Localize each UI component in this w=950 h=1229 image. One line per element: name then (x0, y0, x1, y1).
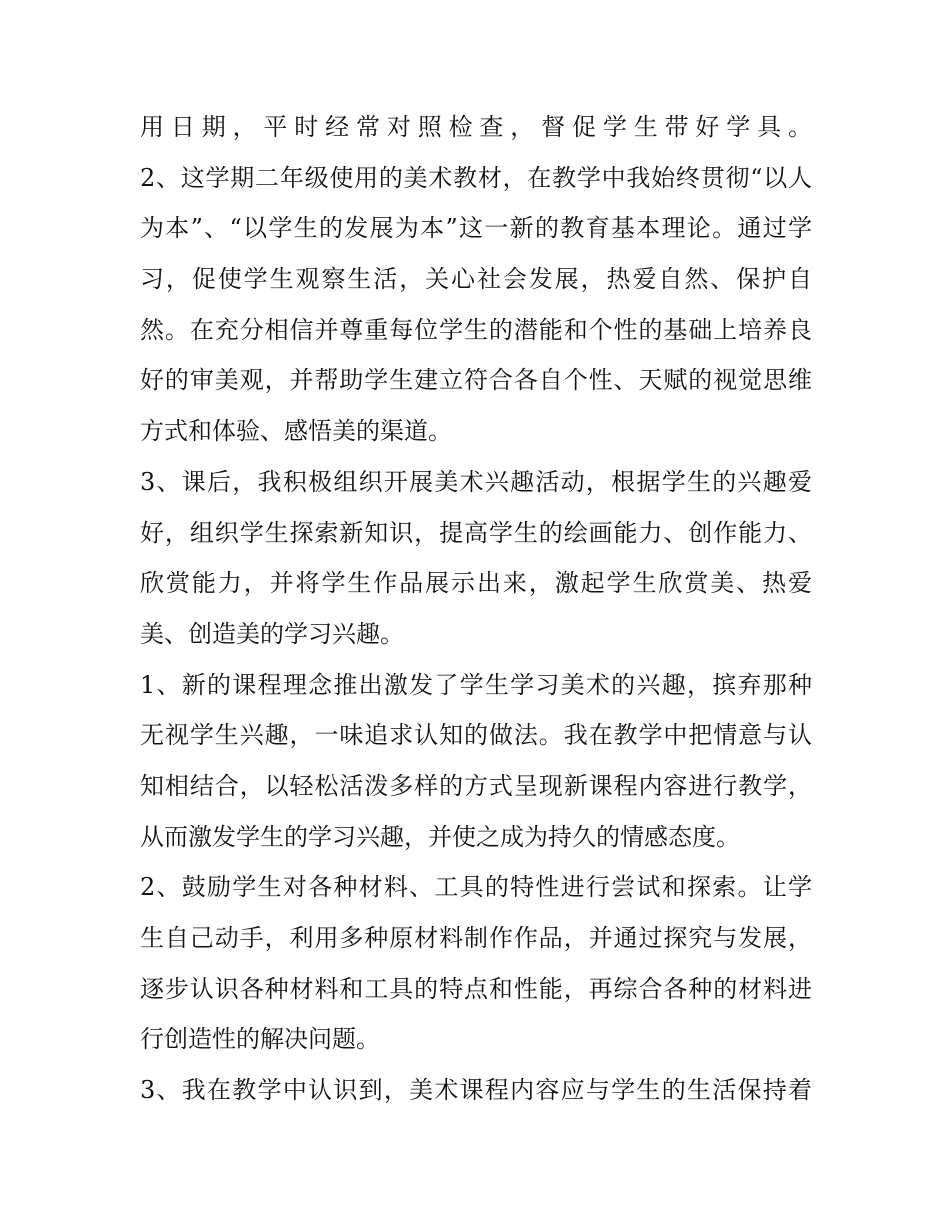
text-line: 无视学生兴趣，一味追求认知的做法。我在教学中把情意与认 (140, 721, 812, 750)
text-line: 2、这学期二年级使用的美术教材，在教学中我始终贯彻“以人 (140, 163, 812, 192)
text-line: 然。在充分相信并尊重每位学生的潜能和个性的基础上培养良 (140, 315, 812, 344)
text-line: 为本”、“以学生的发展为本”这一新的教育基本理论。通过学 (140, 214, 812, 243)
text-line: 欣赏能力，并将学生作品展示出来，激起学生欣赏美、热爱 (140, 569, 812, 598)
text-line: 逐步认识各种材料和工具的特点和性能，再综合各种的材料进 (140, 974, 812, 1003)
text-line: 知相结合，以轻松活泼多样的方式呈现新课程内容进行教学， (140, 771, 812, 800)
document-body (140, 102, 812, 1116)
text-line: 习，促使学生观察生活，关心社会发展，热爱自然、保护自 (140, 265, 812, 294)
text-line: 好的审美观，并帮助学生建立符合各自个性、天赋的视觉思维 (140, 366, 812, 395)
text-line: 生自己动手，利用多种原材料制作作品，并通过探究与发展， (140, 924, 812, 952)
text-line: 好，组织学生探索新知识，提高学生的绘画能力、创作能力、 (140, 518, 812, 547)
text-line: 方式和体验、感悟美的渠道。 (140, 417, 452, 446)
text-line: 2、鼓励学生对各种材料、工具的特性进行尝试和探索。让学 (140, 873, 812, 902)
text-line: 1、新的课程理念推出激发了学生学习美术的兴趣，摈弃那种 (140, 670, 812, 699)
text-line: 美、创造美的学习兴趣。 (140, 619, 404, 648)
text-line: 3、课后，我积极组织开展美术兴趣活动，根据学生的兴趣爱 (140, 467, 812, 496)
text-line: 行创造性的解决问题。 (140, 1025, 380, 1054)
text-line: 用日期，平时经常对照检查，督促学生带好学具。 (140, 113, 812, 141)
text-line: 3、我在教学中认识到，美术课程内容应与学生的生活保持着 (140, 1076, 812, 1105)
text-line: 从而激发学生的学习兴趣，并使之成为持久的情感态度。 (140, 822, 740, 851)
